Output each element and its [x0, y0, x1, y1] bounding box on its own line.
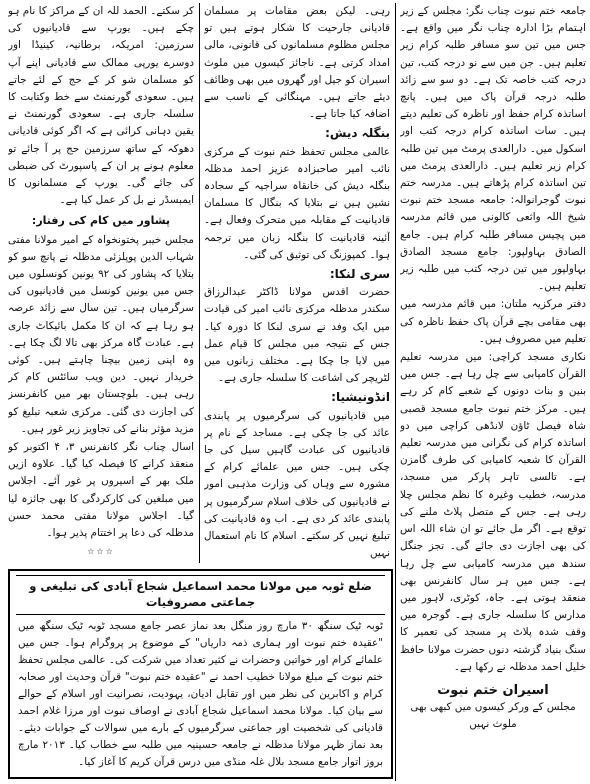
section-heading: انڈونیشیا: [331, 390, 390, 405]
article-paragraph: مجلس کے ورکر کیسوں میں کبھی بھی ملوث نہیں [410, 701, 576, 731]
article-paragraph: دفتر مرکزیہ ملتان: میں قائم مدرسہ میں بھی مقامی بچے قرآن پاک حفظ ناظرہ کی تعلیم میں مصروف ہیں۔ [400, 298, 586, 345]
article-paragraph: نکاری مسجد کراچی: میں مدرسہ تعلیم القرآن کامیابی سے چل رہا ہے۔ جس میں بنین و بنات دونوں کے شعبے کام کر رہے ہیں۔ مرکز ختم نبوت جامع مسجد قصبی شاہ فیصل ٹاؤن لانڈھی کراچی میں دو اساتذہ کرام کی نگرانی میں مدرسہ تعلیم القرآن کا شعبہ کامیابی کی طرف گامزن ہے۔ تالسی تاہر پارکر میں مسجد، مدرسہ، خطیب وغیرہ کا نظم مجلس چلا رہی ہے۔ جس کے متصل پلاٹ ملنے کی توقع ہے۔ اگر مل جائے تو ان شاء اللہ اس کی بھی اجازت دی جائے گی۔ تجز جنگل سندھ میں مدرسہ کامیابی سے چل رہا ہے۔ جس میں ہر سال کانفرنس بھی منعقد ہوتی ہے۔ جاہ، کوٹری، لاہور میں مدارس کا سلسلہ جاری ہے۔ گوجرہ میں وقف شدہ پلاٹ پر مسجد کی تعمیر کا سنگ بنیاد گزشتہ دنوں حضرت مولانا حافظ خلیل احمد مدظلہ نے رکھا ہے۔ [400, 351, 586, 673]
newspaper-page [4, 3, 586, 781]
column-divider [395, 3, 396, 781]
column-middle [204, 3, 390, 563]
article-paragraph: حضرت اقدس مولانا ڈاکٹر عبدالرزاق سکندر مدظلہ مرکزی نائب امیر کی قیادت میں ایک وفد نے سری لنکا کا دورہ کیا۔ جس کے نتیجہ میں مجلس کا قیام عمل میں لایا جا چکا ہے۔ مختلف زبانوں میں لٹریچر کی اشاعت کا سلسلہ جاری ہے۔ [204, 286, 390, 385]
section-heading: بنگلہ دیش: [325, 126, 390, 141]
column-right [400, 3, 586, 781]
article-paragraph: عالمی مجلس تحفظ ختم نبوت کے مرکزی نائب امیر صاحبزادہ عزیز احمد مدظلہ بنگلہ دیش کی خانقاہ سراجیہ کے سجادہ نشین ہیں نے بتلایا کہ بنگال کا مسلمان قادیانیت کے مقابلہ میں متحرک وفعال ہے۔ آئینہ قادیانیت کا بنگلہ زبان میں ترجمہ ہوا۔ کمپوزنگ کی توثیق کی گئی۔ [204, 145, 390, 261]
article-paragraph: اسال چناب نگر کانفرنس ۳، ۴ اکتوبر کو منعقد کرانے کا فیصلہ کیا گیا۔ علاوہ ازیں ملک بھر کے اسیروں پر غور آئے۔ اجلاس میں مبلغین کی کارکردگی کا بھی جائزہ لیا گیا۔ اجلاس مولانا مفتی محمد حسن مدظلہ کی دعا پر اختتام پذیر ہوا۔ [8, 441, 194, 540]
section-heading: پشاور میں کام کی رفتار: [31, 214, 171, 228]
news-box [8, 569, 393, 779]
article-paragraph: مجلس خیبر پختونخواہ کے امیر مولانا مفتی شہاب الدین پوپلزئی مدظلہ نے پانچ سو کو بتلایا کہ پشاور کی ۹۲ یونین کونسلوں میں جس میں یونین کونسل میں قادیانیوں کی سرگرمیاں ہیں۔ تین سال سے زائد عرصہ ہو رہا ہے کہ ان کا مکمل بائیکاٹ جاری ہے۔ عبادت گاہ مرکز بھی تالا لگ چکا ہے۔ وہ اپنی زمین بیچنا چاہتے ہیں۔ کوئی خریدار نہیں۔ دین ویب سائٹس کام کر رہی ہیں۔ بلوچستان بھر میں کانفرنسز کی اجازت دی گئی۔ مرکزی شعبہ تبلیغ کو مزید مؤثر بنانے کی تجاویز زیر غور ہیں۔ [8, 233, 194, 435]
section-heading: اسیران ختم نبوت [437, 682, 549, 698]
section-heading: سری لنکا: [329, 267, 390, 282]
column-left [8, 3, 194, 563]
article-paragraph: جامعہ ختم نبوت چناب نگر: مجلس کے زیر اہتمام بڑا ادارہ چناب نگر میں واقع ہے۔ جس میں تین سو مسافر طلبہ کرام زیر تعلیم ہیں۔ جن میں سے نو درجہ کتب، تین درجہ کتب خاصہ تک ہے۔ دو سو سے زائد طلبہ درجہ قرآن پاک میں ہیں۔ پانچ اساتذہ کرام حفظ اور ناظرہ کی تعلیم دیتے ہیں۔ سات اساتذہ کرام درجہ کتب اور اسکول میں۔ دارالعدی پرمٹ میں تین طلبہ کرام زیر تعلیم ہیں۔ دارالعدی پرمٹ میں تین اساتذہ کرام پڑھاتے ہیں۔ مدرسہ ختم نبوت گوجرانوالہ: جامعہ مسجد ختم نبوت شیخ اللہ واثعی کالونی میں قائم مدرسہ میں پچیس مسافر طلبہ کرام ہیں۔ جامع الصادق بہاولپور: جامع مسجد الصادق بہاولپور میں تین درجہ کتب میں طلبہ زیر تعلیم ہیں۔ [400, 5, 586, 293]
article-paragraph: کر سکتے۔ الحمد للہ ان کے مراکز کا نام ہو چکے ہیں۔ یورپ سے قادیانیوں کی سرزمین: امریکہ، برطانیہ، کینیڈا اور دوسرے یورپی ممالک سے قادیانی اپنے آپ کو مسلمان شو کر کے حج کے لئے جاتے ہیں۔ سعودی گورنمنٹ سے خط وکتابت کا سلسلہ جاری ہے۔ سعودی گورنمنٹ نے یقین دہانی کرائی ہے کہ اگر کوئی قادیانی دھوکہ کے ساتھ سرزمین حج پر آ جائے تو معلوم ہونے پر ان کے پاسپورٹ کی ضبطی کی جائے گی۔ یورپ کے مسلمانوں کا ایمبسڈر نے بل کر عمل کیا ہے۔ [8, 5, 194, 207]
article-paragraph: میں قادیانیوں کی سرگرمیوں پر پابندی عائد کی جا چکی ہے۔ مساجد کے نام پر قادیانیوں کی عبادت گاہیں سیل کی جا چکی ہیں۔ جس میں علمائے کرام کے مشورہ سے وہاں کی وزارت مذہبی امور نے قادیانیوں کی خلاف اسلام سرگرمیوں پر پابندی عائد کر دی ہے۔ اب وہ قادیانیت کی تبلیغ نہیں کر سکتے۔ اسلام کا نام استعمال نہیں [204, 409, 390, 560]
news-box-title: ضلع ٹوبہ میں مولانا محمد اسماعیل شجاع آبادی کی تبلیغی و جماعتی مصروفیات [16, 575, 385, 615]
column-divider [199, 3, 200, 563]
news-box-body: ٹوبہ ٹیک سنگھ ۳۰ مارچ روز منگل بعد نماز عصر جامع مسجد ٹوبہ ٹیک سنگھ میں "عقیدہ ختم نبوت اور ہماری ذمہ داریاں" کے موضوع پر پروگرام ہوا۔ جس میں علمائے کرام اور خواتین وحضرات نے کثیر تعداد میں شرکت کی۔ عالمی مجلس تحفظ ختم نبوت کے مبلغ مولانا خطیب احمد نے "عقیدہ ختم نبوت" قرآن وحدیث اور صحابہ کرام و اکابرین کی نظر میں اور تقابل ادیان، یہودیت، نصرانیت اور اسلام کے حوالے سے بیان کیا۔ مولانا محمد اسماعیل شجاع آبادی نے اوصاف نبوت اور مرزا غلام احمد قادیانی کی شخصیت اور جماعتی سرگرمیوں کے بارے میں سوالات کے جوابات دیئے۔ بعد نماز ظہر مولانا مدظلہ نے جامعہ حسینیہ میں طلبہ سے خطاب کیا۔ ۲۰۱۳ مارچ بروز اتوار جامع مسجد بلال غلہ منڈی میں درس قرآن کریم کا آغاز کیا۔ [18, 620, 383, 768]
ornament-stars: ☆☆☆ [87, 547, 115, 557]
article-paragraph: رہی۔ لیکن بعض مقامات پر مسلمان قادیانی جارحیت کا شکار ہوتے ہیں تو مجلس مظلوم مسلمانوں کی قانونی، مالی امداد کرتی ہے۔ ناجائز کیسوں میں ملوث اسیران کو جیل اور گھروں میں بھی وظائف دیئے جاتے ہیں۔ مہنگائی کے ناسب سے اضافہ کیا جاتا ہے۔ [204, 5, 390, 121]
